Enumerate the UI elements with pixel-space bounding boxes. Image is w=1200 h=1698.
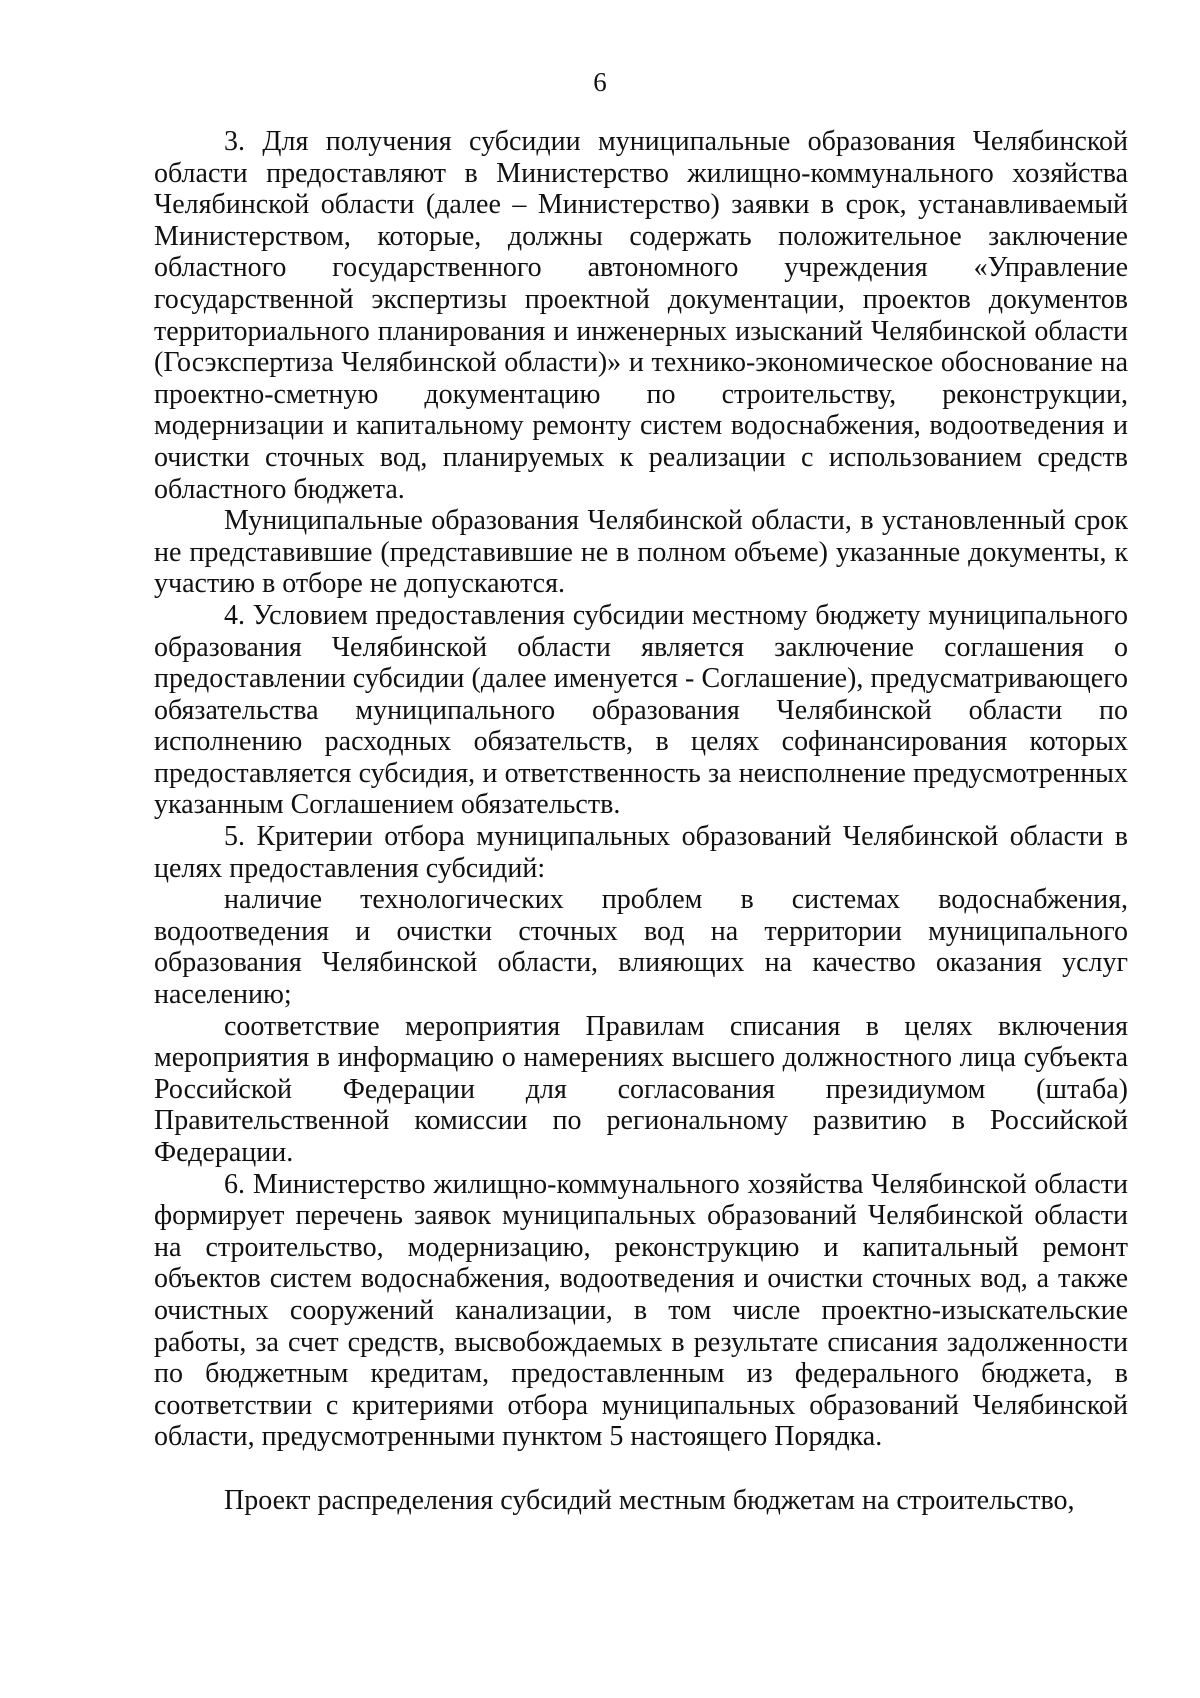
paragraph-4-agreement-condition: 4. Условием предоставления субсидии местному бюджету муниципального образования Челябинской области является заключение соглашения о предоставлении субсидии (далее именуется - Соглашение), предусматривающего обязательства муниципального образования Челябинской области по исполнению расходных обязательств, в целях софинансирования которых предоставляется субсидия, и ответственность за неисполнение предусмотренных указанным Соглашением обязательств.: [154, 599, 1128, 821]
paragraph-3-subsidy-application: 3. Для получения субсидии муниципальные образования Челябинской области предоставляют в Министерство жилищно-коммунального хозяйства Челябинской области (далее – Министерство) заявки в срок, устанавливаемый Министерством, которые, должны содержать положительное заключение областного государственного автономного учреждения «Управление государственной экспертизы проектной документации, проектов документов территориального планирования и инженерных изысканий Челябинской области (Госэкспертиза Челябинской области)» и технико-экономическое обоснование на проектно-сметную документацию по строительству, реконструкции, модернизации и капитальному ремонту систем водоснабжения, водоотведения и очистки сточных вод, планируемых к реализации с использованием средств областного бюджета.: [154, 126, 1128, 505]
paragraph-distribution-project: Проект распределения субсидий местным бюджетам на строительство,: [224, 1484, 1075, 1516]
document-body: [154, 126, 1128, 1517]
paragraph-non-admission: Муниципальные образования Челябинской области, в установленный срок не представившие (представившие не в полном объеме) указанные документы, к участию в отборе не допускаются.: [154, 505, 1128, 600]
paragraph-5-selection-criteria: 5. Критерии отбора муниципальных образований Челябинской области в целях предоставления субсидий:: [154, 821, 1128, 884]
page-number: 6: [593, 67, 607, 97]
paragraph-criterion-write-off-rules: соответствие мероприятия Правилам списания в целях включения мероприятия в информацию о намерениях высшего должностного лица субъекта Российской Федерации для согласования президиумом (штаба) Правительственной комиссии по региональному развитию в Российской Федерации.: [154, 1010, 1128, 1168]
paragraph-criterion-technological-problems: наличие технологических проблем в системах водоснабжения, водоотведения и очистки сточных вод на территории муниципального образования Челябинской области, влияющих на качество оказания услуг населению;: [154, 884, 1128, 1011]
paragraph-6-ministry-list: 6. Министерство жилищно-коммунального хозяйства Челябинской области формирует перечень заявок муниципальных образований Челябинской области на строительство, модернизацию, реконструкцию и капитальный ремонт объектов систем водоснабжения, водоотведения и очистки сточных вод, а также очистных сооружений канализации, в том числе проектно-изыскательские работы, за счет средств, высвобождаемых в результате списания задолженности по бюджетным кредитам, предоставленным из федерального бюджета, в соответствии с критериями отбора муниципальных образований Челябинской области, предусмотренными пунктом 5 настоящего Порядка.: [154, 1168, 1128, 1453]
